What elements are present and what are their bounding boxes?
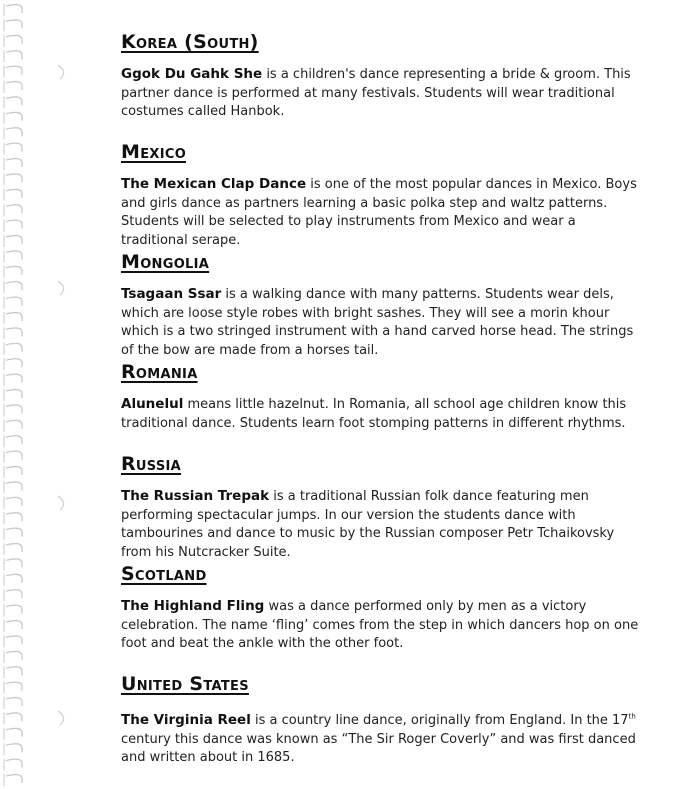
country-heading: United States	[121, 673, 249, 695]
spiral-loop	[6, 112, 22, 120]
country-heading: Scotland	[121, 563, 207, 585]
dance-text: is a children's dance representing a bride & groom. This partner dance is performed at many festivals. Students will wear traditional costumes called Hanbok.	[121, 67, 631, 119]
spiral-loop	[6, 559, 22, 567]
spiral-loop	[6, 236, 22, 244]
spiral-loop	[6, 51, 22, 59]
dance-description	[121, 65, 646, 122]
section-mongolia	[121, 250, 646, 360]
ordinal-suffix: th	[628, 712, 636, 721]
punch-hole	[58, 711, 64, 725]
spiral-loop	[6, 390, 22, 398]
spiral-loop	[6, 713, 22, 721]
country-heading: Korea (South)	[121, 31, 259, 53]
spiral-loop	[6, 651, 22, 659]
spiral-loop	[6, 174, 22, 182]
dance-description	[121, 395, 646, 433]
spiral-loop	[6, 374, 22, 382]
punch-hole	[58, 65, 64, 79]
spiral-loop	[6, 574, 22, 582]
spiral-loop	[6, 667, 22, 675]
dance-name: The Virginia Reel	[121, 712, 251, 728]
spiral-loop	[6, 528, 22, 536]
section-united-states	[121, 672, 646, 768]
spiral-loop	[6, 605, 22, 613]
spiral-loop	[6, 97, 22, 105]
spiral-loop	[6, 359, 22, 367]
country-heading: Mexico	[121, 141, 187, 163]
spiral-loop	[6, 82, 22, 90]
spiral-loop	[6, 621, 22, 629]
spiral-loop	[6, 467, 22, 475]
dance-name: Ggok Du Gahk She	[121, 66, 263, 82]
spiral-loop	[6, 590, 22, 598]
spiral-loop	[6, 728, 22, 736]
spiral-loop	[6, 451, 22, 459]
spiral-loop	[6, 775, 22, 783]
spiral-loop	[6, 513, 22, 521]
country-heading: Romania	[121, 361, 198, 383]
dance-text: is a traditional Russian folk dance featuring men performing spectacular jumps. In our version the students dance with tambourines and dance to music by the Russian composer Petr Tchaikovsky from his Nutcracker Suite.	[121, 489, 615, 560]
dance-text: is one of the most popular dances in Mexico. Boys and girls dance as partners learning a basic polka step and waltz patterns. Students will be selected to play instruments from Mexico and wear a traditional serape.	[121, 177, 637, 248]
dance-name: The Russian Trepak	[121, 488, 270, 504]
country-heading: Mongolia	[121, 251, 210, 273]
dance-text: means little hazelnut. In Romania, all school age children know this traditional dance. Students learn foot stomping patterns in different rhythms.	[121, 397, 627, 431]
spiral-loop	[6, 20, 22, 28]
spiral-loop	[6, 128, 22, 136]
spiral-loop	[6, 436, 22, 444]
dance-description	[121, 175, 646, 250]
dance-description	[121, 487, 646, 562]
spiral-loop	[6, 313, 22, 321]
spiral-loop	[6, 5, 22, 13]
spiral-loop	[6, 682, 22, 690]
spiral-loop	[6, 143, 22, 151]
spiral-loop	[6, 405, 22, 413]
spiral-loop	[6, 282, 22, 290]
spiral-loop	[6, 544, 22, 552]
punch-hole	[58, 281, 64, 295]
section-korea	[121, 30, 646, 122]
dance-name: The Mexican Clap Dance	[121, 176, 307, 192]
section-romania	[121, 360, 646, 433]
country-heading: Russia	[121, 453, 182, 475]
spiral-loop	[6, 343, 22, 351]
spiral-loop	[6, 189, 22, 197]
punch-hole	[58, 496, 64, 510]
spiral-loop	[6, 205, 22, 213]
dance-description	[121, 597, 646, 654]
spiral-loop	[6, 744, 22, 752]
section-scotland	[121, 562, 646, 654]
punch-holes	[50, 0, 80, 789]
dance-description	[121, 285, 646, 360]
dance-text: is a country line dance, originally from England. In the 17	[250, 713, 629, 728]
dance-text: was a dance performed only by men as a victory celebration. The name ‘fling’ comes from the step in which dancers hop on one foot and beat the ankle with the other foot.	[121, 599, 639, 651]
spiral-loop	[6, 159, 22, 167]
spiral-loop	[6, 759, 22, 767]
dance-name: Alunelul	[121, 396, 184, 412]
spiral-loop	[6, 266, 22, 274]
spiral-loop	[6, 698, 22, 706]
section-russia	[121, 452, 646, 562]
dance-description	[121, 711, 646, 768]
spiral-loop	[6, 66, 22, 74]
spiral-loop	[6, 328, 22, 336]
dance-name: The Highland Fling	[121, 598, 265, 614]
spiral-loop	[6, 420, 22, 428]
dance-text-continued: century this dance was known as “The Sir Roger Coverly” and was first danced and written about in 1685.	[121, 731, 636, 765]
dance-text: is a walking dance with many patterns. Students wear dels, which are loose style robes with bright sashes. They will see a morin khour which is a two stringed instrument with a hand carved horse head. The strings of the bow are made from a horses tail.	[121, 287, 634, 358]
spiral-loop	[6, 220, 22, 228]
spiral-loop	[6, 636, 22, 644]
spiral-loop	[6, 251, 22, 259]
spiral-loop	[6, 482, 22, 490]
spiral-loop	[6, 297, 22, 305]
section-mexico	[121, 140, 646, 250]
dance-name: Tsagaan Ssar	[121, 286, 222, 302]
spiral-binding	[0, 0, 30, 789]
spiral-loop	[6, 497, 22, 505]
spiral-loop	[6, 35, 22, 43]
